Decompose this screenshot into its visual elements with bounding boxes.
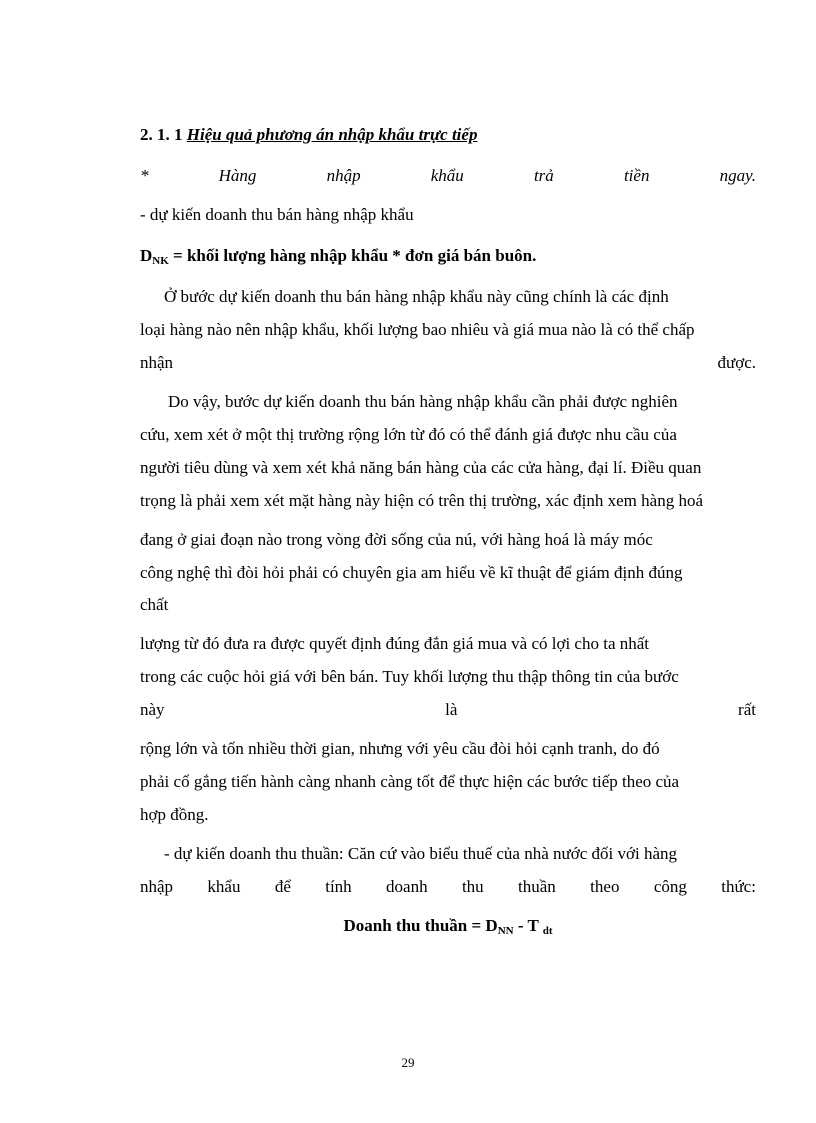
paragraph-line: Do vậy, bước dự kiến doanh thu bán hàng nhập khẩu cần phải được nghiên bbox=[168, 392, 678, 411]
paragraph-line: rộng lớn và tốn nhiều thời gian, nhưng với yêu cầu đòi hỏi cạnh tranh, do đó bbox=[140, 739, 660, 758]
paragraph-word: thu bbox=[461, 877, 484, 896]
paragraph-line: trong các cuộc hỏi giá với bên bán. Tuy khối lượng thu thập thông tin của bước bbox=[140, 667, 679, 686]
paragraph-word: nhập bbox=[140, 877, 174, 896]
paragraph-word: tính bbox=[325, 877, 352, 896]
paragraph-word: doanh bbox=[386, 877, 428, 896]
bullet-word: Hàng bbox=[218, 166, 257, 185]
bullet-word: ngay. bbox=[719, 166, 756, 185]
bullet-word: khẩu bbox=[430, 166, 464, 185]
list-item-revenue: - dự kiến doanh thu bán hàng nhập khẩu bbox=[140, 205, 414, 224]
formula-symbol: D bbox=[140, 246, 153, 265]
paragraph-line: đang ở giai đoạn nào trong vòng đời sống của nú, với hàng hoá là máy móc bbox=[140, 530, 653, 549]
formula-text: = khối lượng hàng nhập khẩu * đơn giá bán buôn. bbox=[168, 246, 537, 265]
paragraph-word: khẩu bbox=[207, 877, 241, 896]
paragraph-line: người tiêu dùng và xem xét khả năng bán hàng của các cửa hàng, đại lí. Điều quan bbox=[140, 458, 702, 477]
list-item-net-revenue: - dự kiến doanh thu thuần: Căn cứ vào biểu thuế của nhà nước đối với hàng bbox=[164, 844, 677, 863]
paragraph-line: phải cố gắng tiến hành càng nhanh càng tốt để thực hiện các bước tiếp theo của bbox=[140, 772, 680, 791]
bullet-word: tiền bbox=[623, 166, 650, 185]
paragraph-line bbox=[140, 700, 756, 720]
bullet-line bbox=[140, 166, 756, 186]
formula-subscript: NK bbox=[152, 255, 169, 267]
paragraph-word: này bbox=[140, 700, 165, 719]
paragraph-line: trọng là phải xem xét mặt hàng này hiện có trên thị trường, xác định xem hàng hoá bbox=[140, 491, 703, 510]
paragraph-line: cứu, xem xét ở một thị trường rộng lớn từ đó có thể đánh giá được nhu cầu của bbox=[140, 425, 677, 444]
paragraph-line: loại hàng nào nên nhập khẩu, khối lượng bao nhiêu và giá mua nào là có thể chấp bbox=[140, 320, 695, 339]
paragraph-word: rất bbox=[738, 700, 756, 719]
paragraph-word: theo bbox=[590, 877, 620, 896]
formula-text: Doanh thu thuần = D bbox=[343, 916, 498, 935]
formula-subscript: NN bbox=[497, 925, 514, 937]
bullet-word: trả bbox=[533, 166, 554, 185]
paragraph-word: nhận bbox=[140, 353, 174, 372]
formula-subscript: dt bbox=[542, 925, 553, 937]
paragraph-line bbox=[140, 877, 756, 897]
paragraph-line: hợp đồng. bbox=[140, 805, 209, 824]
paragraph-line: Ở bước dự kiến doanh thu bán hàng nhập khẩu này cũng chính là các định bbox=[164, 287, 669, 306]
paragraph-word: được. bbox=[717, 353, 756, 372]
section-heading bbox=[140, 125, 756, 145]
formula-dnk bbox=[140, 246, 756, 266]
paragraph-word: là bbox=[445, 700, 458, 719]
paragraph-line: công nghệ thì đòi hỏi phải có chuyên gia am hiểu về kĩ thuật để giám định đúng bbox=[140, 563, 683, 582]
paragraph-word: để bbox=[274, 877, 291, 896]
paragraph-word: công bbox=[653, 877, 687, 896]
page-number: 29 bbox=[401, 1055, 415, 1070]
paragraph-word: thức: bbox=[721, 877, 756, 896]
paragraph-line: lượng từ đó đưa ra được quyết định đúng đắn giá mua và có lợi cho ta nhất bbox=[140, 634, 650, 653]
paragraph-word: thuần bbox=[518, 877, 556, 896]
paragraph-line: chất bbox=[140, 595, 169, 614]
paragraph-line bbox=[140, 353, 756, 373]
formula-net-revenue bbox=[140, 916, 756, 936]
bullet-word: * bbox=[140, 166, 149, 185]
bullet-word: nhập bbox=[326, 166, 361, 185]
formula-text: - T bbox=[513, 916, 543, 935]
section-number: 2. 1. 1 bbox=[140, 125, 183, 144]
section-title: Hiệu quả phương án nhập khẩu trực tiếp bbox=[186, 125, 478, 144]
